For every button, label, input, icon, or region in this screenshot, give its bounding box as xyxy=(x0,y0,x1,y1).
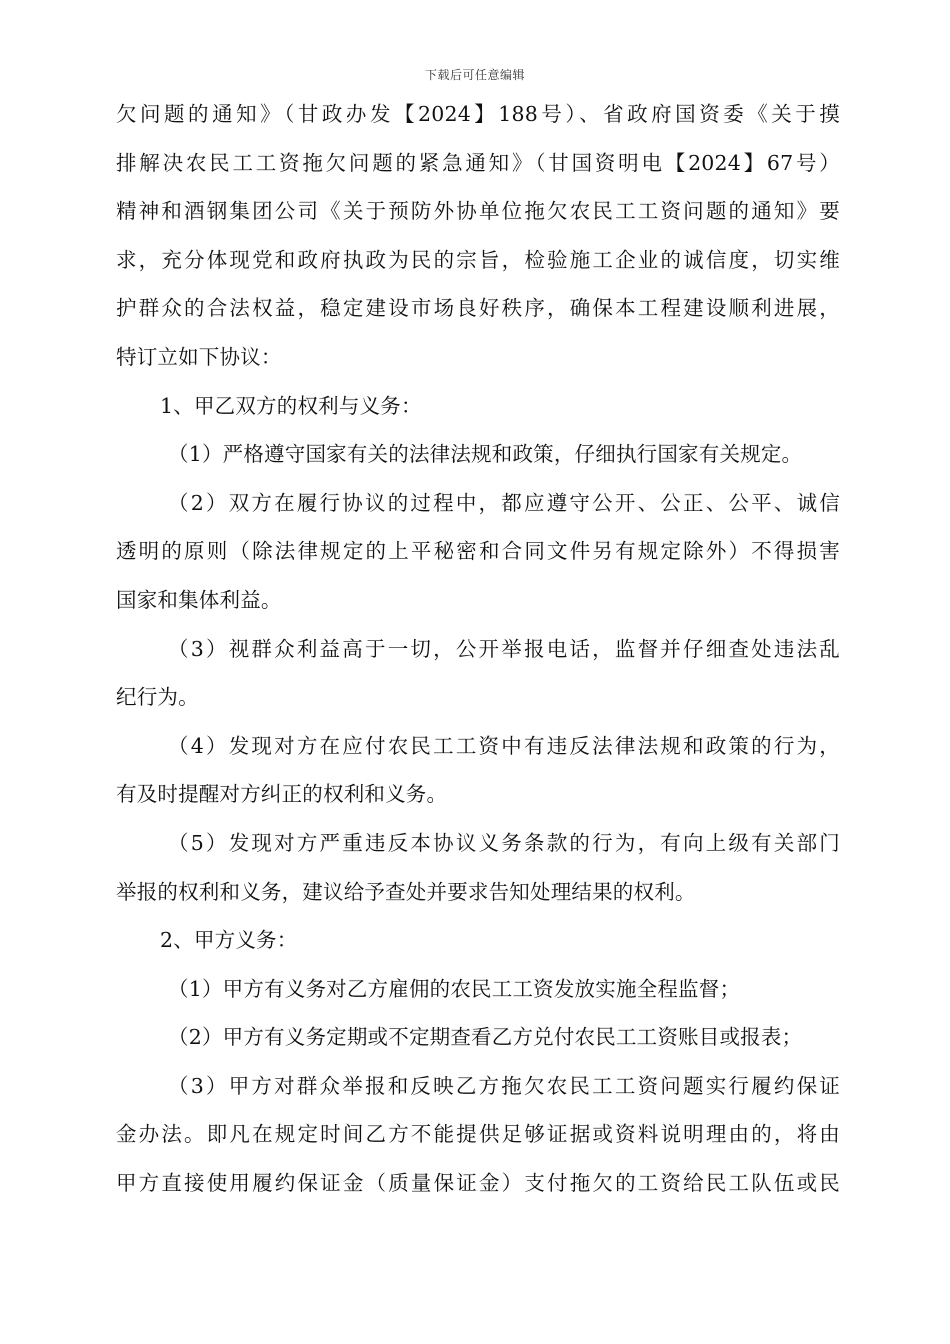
text-line: （3）甲方对群众举报和反映乙方拖欠农民工工资问题实行履约保证 xyxy=(168,1073,840,1098)
text-line: 透明的原则（除法律规定的上平秘密和合同文件另有规定除外）不得损害 xyxy=(116,539,840,564)
section-heading: 2、甲方义务： xyxy=(160,928,298,953)
text-line: 甲方直接使用履约保证金（质量保证金）支付拖欠的工资给民工队伍或民 xyxy=(116,1171,840,1196)
text-line: （1）严格遵守国家有关的法律法规和政策，仔细执行国家有关规定。 xyxy=(168,442,803,467)
text-line: 精神和酒钢集团公司《关于预防外协单位拖欠农民工工资问题的通知》要 xyxy=(116,199,840,224)
text-line: 纪行为。 xyxy=(116,685,199,710)
document-body xyxy=(116,94,840,1212)
text-line: （2）双方在履行协议的过程中，都应遵守公开、公正、公平、诚信 xyxy=(168,490,840,515)
text-line: （3）视群众利益高于一切，公开举报电话，监督并仔细查处违法乱 xyxy=(168,636,840,661)
text-line: 排解决农民工工资拖欠问题的紧急通知》（甘国资明电【2024】67号） xyxy=(116,150,840,175)
text-line: （5）发现对方严重违反本协议义务条款的行为，有向上级有关部门 xyxy=(168,830,840,855)
text-line: （4）发现对方在应付农民工工资中有违反法律法规和政策的行为， xyxy=(168,733,840,758)
text-line: 国家和集体利益。 xyxy=(116,587,282,612)
text-line: （1）甲方有义务对乙方雇佣的农民工工资发放实施全程监督； xyxy=(168,976,741,1001)
text-line: （2）甲方有义务定期或不定期查看乙方兑付农民工工资账目或报表； xyxy=(168,1025,803,1050)
text-line: 求，充分体现党和政府执政为民的宗旨，检验施工企业的诚信度，切实维 xyxy=(116,247,840,272)
text-line: 举报的权利和义务，建议给予查处并要求告知处理结果的权利。 xyxy=(116,879,696,904)
text-line: 护群众的合法权益，稳定建设市场良好秩序，确保本工程建设顺利进展， xyxy=(116,296,840,321)
text-line: 金办法。即凡在规定时间乙方不能提供足够证据或资料说明理由的，将由 xyxy=(116,1122,840,1147)
text-line: 特订立如下协议： xyxy=(116,344,282,369)
page-header: 下载后可任意编辑 xyxy=(424,68,525,82)
section-heading: 1、甲乙双方的权利与义务： xyxy=(160,393,422,418)
text-line: 有及时提醒对方纠正的权利和义务。 xyxy=(116,782,448,807)
text-line: 欠问题的通知》（甘政办发【2024】188号）、省政府国资委《关于摸 xyxy=(116,102,840,126)
